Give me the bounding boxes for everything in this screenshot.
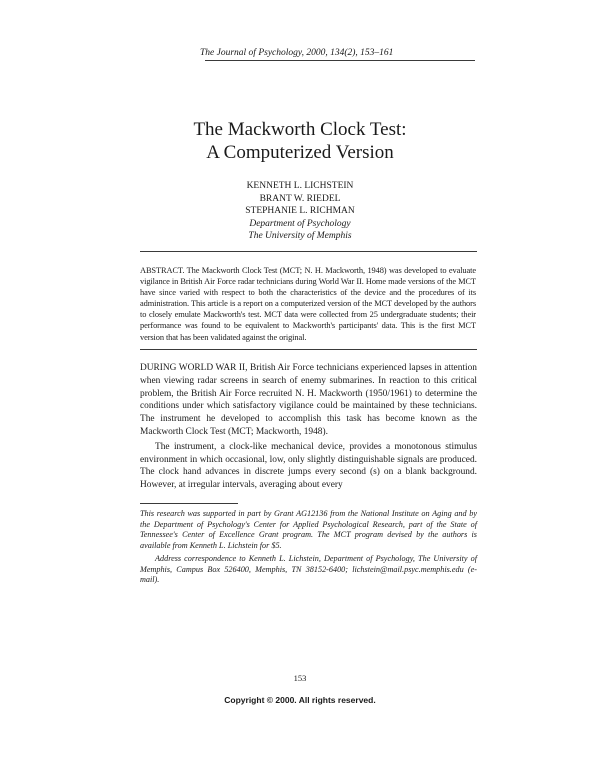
abstract: ABSTRACT. The Mackworth Clock Test (MCT; N. H. Mackworth, 1948) was developed to evaluate vigilance in British Air Force radar technicians during World War II. Home made versions of the MCT have since varied with respect to both the characteristics of the device and the procedures of its administration. This article is a report on a computerized version of the MCT developed by the authors to closely emulate Mackworth's test. MCT data were collected from 25 undergraduate students; their performance was found to be equivalent to Mackworth's participants' data. This is the first MCT version that has been validated against the original. xyxy=(140,266,476,342)
copyright-notice: Copyright © 2000. All rights reserved. xyxy=(224,695,376,705)
footnote-funding: This research was supported in part by Grant AG12136 from the National Institute on Aging and by the Department of Psychology's Center for Applied Psychological Research, part of the State of Tennessee's Center of Excellence Grant program. The MCT program devised by the authors is available from Kenneth L. Lichstein for $5. xyxy=(140,509,477,550)
body-text xyxy=(140,362,477,492)
body-paragraph: DURING WORLD WAR II, British Air Force technicians experienced lapses in attention when viewing radar screens in search of enemy submarines. In reaction to this critical problem, the British Air Force recruited N. H. Mackworth (1950/1961) to determine the conditions under which satisfactory vigilance could be maintained by these technicians. The instrument he developed to accomplish this task has become known as the Mackworth Clock Test (MCT; Mackworth, 1948). xyxy=(140,363,477,437)
author-block xyxy=(0,180,600,243)
abstract-rule-bottom xyxy=(140,349,477,350)
title-line-1: The Mackworth Clock Test: xyxy=(193,119,407,140)
author-name: BRANT W. RIEDEL xyxy=(259,193,341,204)
university: The University of Memphis xyxy=(248,231,352,241)
footnote-correspondence: Address correspondence to Kenneth L. Lichstein, Department of Psychology, The University of Memphis, Campus Box 526400, Memphis, TN 38152-6400; lichstein@mail.psyc.memphis.edu (e-mail). xyxy=(140,554,477,584)
journal-header: The Journal of Psychology, 2000, 134(2), 153–161 xyxy=(200,48,394,58)
abstract-rule-top xyxy=(140,251,477,252)
page-number: 153 xyxy=(293,673,307,683)
paper-title xyxy=(0,118,600,164)
header-rule xyxy=(205,60,475,61)
department: Department of Psychology xyxy=(249,218,351,229)
footnote-rule xyxy=(140,503,238,504)
body-paragraph: The instrument, a clock-like mechanical device, provides a monotonous stimulus environment in which occasional, low, only slightly distinguishable signals are produced. The clock hand advances in discrete jumps every second (s) on a blank background. However, at irregular intervals, averaging about every xyxy=(140,441,477,491)
title-line-2: A Computerized Version xyxy=(206,142,394,163)
footnotes xyxy=(140,509,477,589)
author-name: STEPHANIE L. RICHMAN xyxy=(245,206,355,216)
author-name: KENNETH L. LICHSTEIN xyxy=(246,181,354,191)
